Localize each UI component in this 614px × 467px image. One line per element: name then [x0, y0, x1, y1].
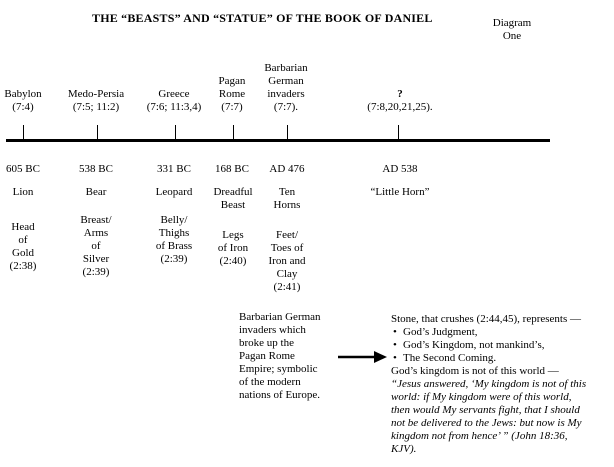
quote-line: not be delivered to the Jews: but now is My [391, 417, 582, 429]
kingdom-label-pagan-rome [206, 75, 258, 114]
statue-line: Silver [82, 253, 110, 265]
kingdom-label-greece [140, 88, 208, 114]
statue-line: Gold [12, 247, 34, 259]
note-line: broke up the [239, 337, 294, 349]
label-line: invaders [267, 88, 305, 100]
statue-line: of [91, 240, 101, 252]
label-line: (7:5; 11:2) [72, 101, 120, 113]
date-text: 168 BC [215, 163, 249, 175]
kingdom-label-medo-persia [62, 88, 130, 114]
right-arrow-icon [338, 350, 388, 364]
timeline-tick [287, 125, 288, 141]
beast-line: Leopard [155, 186, 193, 198]
statue-medo-persia [70, 214, 122, 279]
label-line: (7:7) [221, 101, 243, 113]
date-text: AD 538 [382, 163, 418, 175]
statue-greece [148, 214, 200, 266]
statue-line: of Brass [155, 240, 193, 252]
statue-line: Thighs [158, 227, 190, 239]
statue-line: (2:39) [82, 266, 110, 278]
beast-line: Beast [220, 199, 246, 211]
date-text: 605 BC [6, 163, 40, 175]
timeline-bar [6, 139, 550, 142]
quote-line: world: if My kingdom were of this world, [391, 391, 572, 403]
statue-line: (2:41) [273, 281, 301, 293]
beast-medo-persia [72, 186, 120, 199]
stone-explanation [391, 313, 611, 456]
kingdom-label-unknown [340, 88, 460, 114]
date-medo-persia [72, 163, 120, 176]
stone-intro: Stone, that crushes (2:44,45), represents — [391, 313, 582, 325]
label-line: (7:8,20,21,25). [367, 101, 433, 113]
quote-line: kingdom not from hence’ ” (John 18:36, [391, 430, 568, 442]
label-line: German [268, 75, 304, 87]
date-text: 331 BC [157, 163, 191, 175]
label-line: Greece [158, 88, 190, 100]
note-line: invaders which [239, 324, 306, 336]
timeline-tick [175, 125, 176, 141]
statue-line: (2:38) [9, 260, 37, 272]
statue-line: Clay [276, 268, 298, 280]
page-title: THE “BEASTS” AND “STATUE” OF THE BOOK OF DANIEL [92, 11, 433, 25]
statue-line: Arms [83, 227, 109, 239]
stone-bullet: • God’s Judgment, [391, 326, 611, 339]
label-line: Medo-Persia [67, 88, 125, 100]
label-line: Pagan [218, 75, 246, 87]
note-line: of the modern [239, 376, 301, 388]
beast-line: Dreadful [213, 186, 253, 198]
label-line: (7:6; 11:3,4) [146, 101, 202, 113]
timeline-tick [398, 125, 399, 141]
statue-line: Feet/ [276, 229, 298, 241]
date-little-horn [370, 163, 430, 176]
beast-line: Ten [278, 186, 296, 198]
note-line: nations of Europe. [239, 389, 320, 401]
kingdom-line: God’s kingdom is not of this world — [391, 365, 559, 377]
statue-line: Head [11, 221, 35, 233]
quote-line: “Jesus answered, ‘My kingdom is not of this [391, 378, 587, 390]
label-line: (7:4) [12, 101, 34, 113]
statue-barbarian [260, 229, 314, 294]
statue-line: Toes of [270, 242, 304, 254]
statue-line: Belly/ [160, 214, 188, 226]
statue-line: Iron and [268, 255, 306, 267]
statue-line: Legs [222, 229, 244, 241]
scripture-quote [391, 378, 611, 456]
beast-little-horn [350, 186, 450, 199]
beast-barbarian [262, 186, 312, 212]
quote-line: then would My servants fight, that I should [391, 404, 580, 416]
date-text: AD 476 [269, 163, 305, 175]
diagram-label-line: Diagram [492, 17, 532, 29]
question-mark: ? [397, 88, 403, 100]
beast-line: Bear [85, 186, 107, 198]
statue-pagan-rome [208, 229, 258, 268]
label-line: Babylon [4, 88, 42, 100]
diagram-label-line: One [502, 30, 522, 42]
statue-line: (2:39) [160, 253, 188, 265]
statue-line: Breast/ [80, 214, 112, 226]
note-line: Pagan Rome [239, 350, 295, 362]
timeline-tick [23, 125, 24, 141]
stone-bullet: • God’s Kingdom, not mankind’s, [391, 339, 611, 352]
beast-babylon [0, 186, 46, 199]
beast-line: Horns [273, 199, 301, 211]
timeline-tick [233, 125, 234, 141]
label-line: (7:7). [273, 101, 299, 113]
note-line: Empire; symbolic [239, 363, 318, 375]
date-babylon [0, 163, 46, 176]
date-text: 538 BC [79, 163, 113, 175]
label-line: Rome [218, 88, 246, 100]
beast-greece [148, 186, 200, 199]
diagram-label [482, 17, 542, 43]
date-pagan-rome [208, 163, 256, 176]
statue-line: (2:40) [219, 255, 247, 267]
quote-line: KJV). [391, 443, 417, 455]
date-barbarian [262, 163, 312, 176]
statue-line: of Iron [217, 242, 249, 254]
beast-pagan-rome [206, 186, 260, 212]
barbarian-note [239, 311, 339, 402]
kingdom-label-babylon [0, 88, 46, 114]
date-greece [150, 163, 198, 176]
timeline-tick [97, 125, 98, 141]
stone-bullet: • The Second Coming. [391, 352, 611, 365]
statue-babylon [0, 221, 46, 273]
statue-line: of [18, 234, 28, 246]
beast-line: “Little Horn” [370, 186, 430, 198]
kingdom-label-barbarian [256, 62, 316, 114]
note-line: Barbarian German [239, 311, 321, 323]
label-line: Barbarian [264, 62, 308, 74]
beast-line: Lion [12, 186, 34, 198]
